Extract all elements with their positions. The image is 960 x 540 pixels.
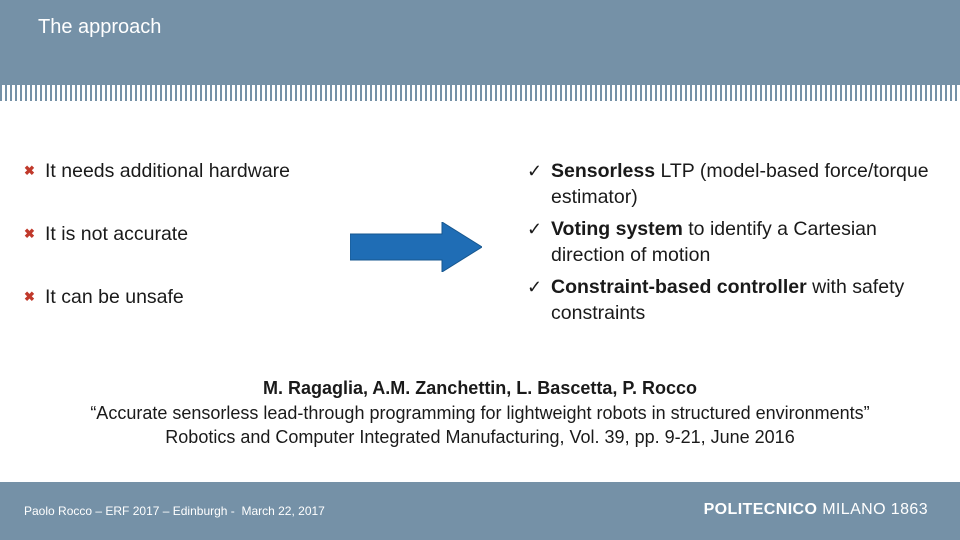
header-bar xyxy=(0,0,960,85)
check-icon: ✓ xyxy=(527,219,543,239)
reference-title: “Accurate sensorless lead-through programming for lightweight robots in structured environments” xyxy=(90,402,870,423)
solution-item xyxy=(527,274,947,326)
reference-block xyxy=(0,376,960,450)
cross-icon: ✖ xyxy=(24,289,35,304)
reference-authors: M. Ragaglia, A.M. Zanchettin, L. Bascetta, P. Rocco xyxy=(262,378,698,398)
cross-icon: ✖ xyxy=(24,163,35,178)
cross-icon: ✖ xyxy=(24,226,35,241)
footer-bar xyxy=(0,482,960,540)
solution-list xyxy=(527,158,947,332)
solution-bold: Sensorless xyxy=(551,160,656,182)
drawback-item xyxy=(24,160,290,183)
check-icon: ✓ xyxy=(527,277,543,297)
solution-item xyxy=(527,216,947,268)
solution-item xyxy=(527,158,947,210)
solution-text: with safety constraints xyxy=(551,276,905,324)
drawback-item xyxy=(24,223,188,246)
solution-bold: Voting system xyxy=(551,218,683,240)
logo-bold: POLITECNICO xyxy=(703,501,818,518)
logo-rest: MILANO 1863 xyxy=(817,501,928,518)
drawback-label: It can be unsafe xyxy=(45,286,184,308)
reference-journal: Robotics and Computer Integrated Manufacturing, Vol. 39, pp. 9-21, June 2016 xyxy=(165,427,795,447)
tick-divider xyxy=(0,85,960,101)
drawback-item xyxy=(24,286,184,309)
check-icon: ✓ xyxy=(527,161,543,181)
solution-text: LTP (model-based force/torque estimator) xyxy=(551,160,929,208)
footer-text: Paolo Rocco – ERF 2017 – Edinburgh - March 22, 2017 xyxy=(24,504,325,518)
slide-title: The approach xyxy=(38,16,162,38)
right-arrow-icon xyxy=(350,222,482,272)
solution-text: to identify a Cartesian direction of motion xyxy=(551,218,877,266)
politecnico-logo xyxy=(704,501,928,519)
drawback-label: It is not accurate xyxy=(45,223,189,245)
solution-bold: Constraint-based controller xyxy=(551,276,807,298)
drawback-label: It needs additional hardware xyxy=(45,160,290,182)
